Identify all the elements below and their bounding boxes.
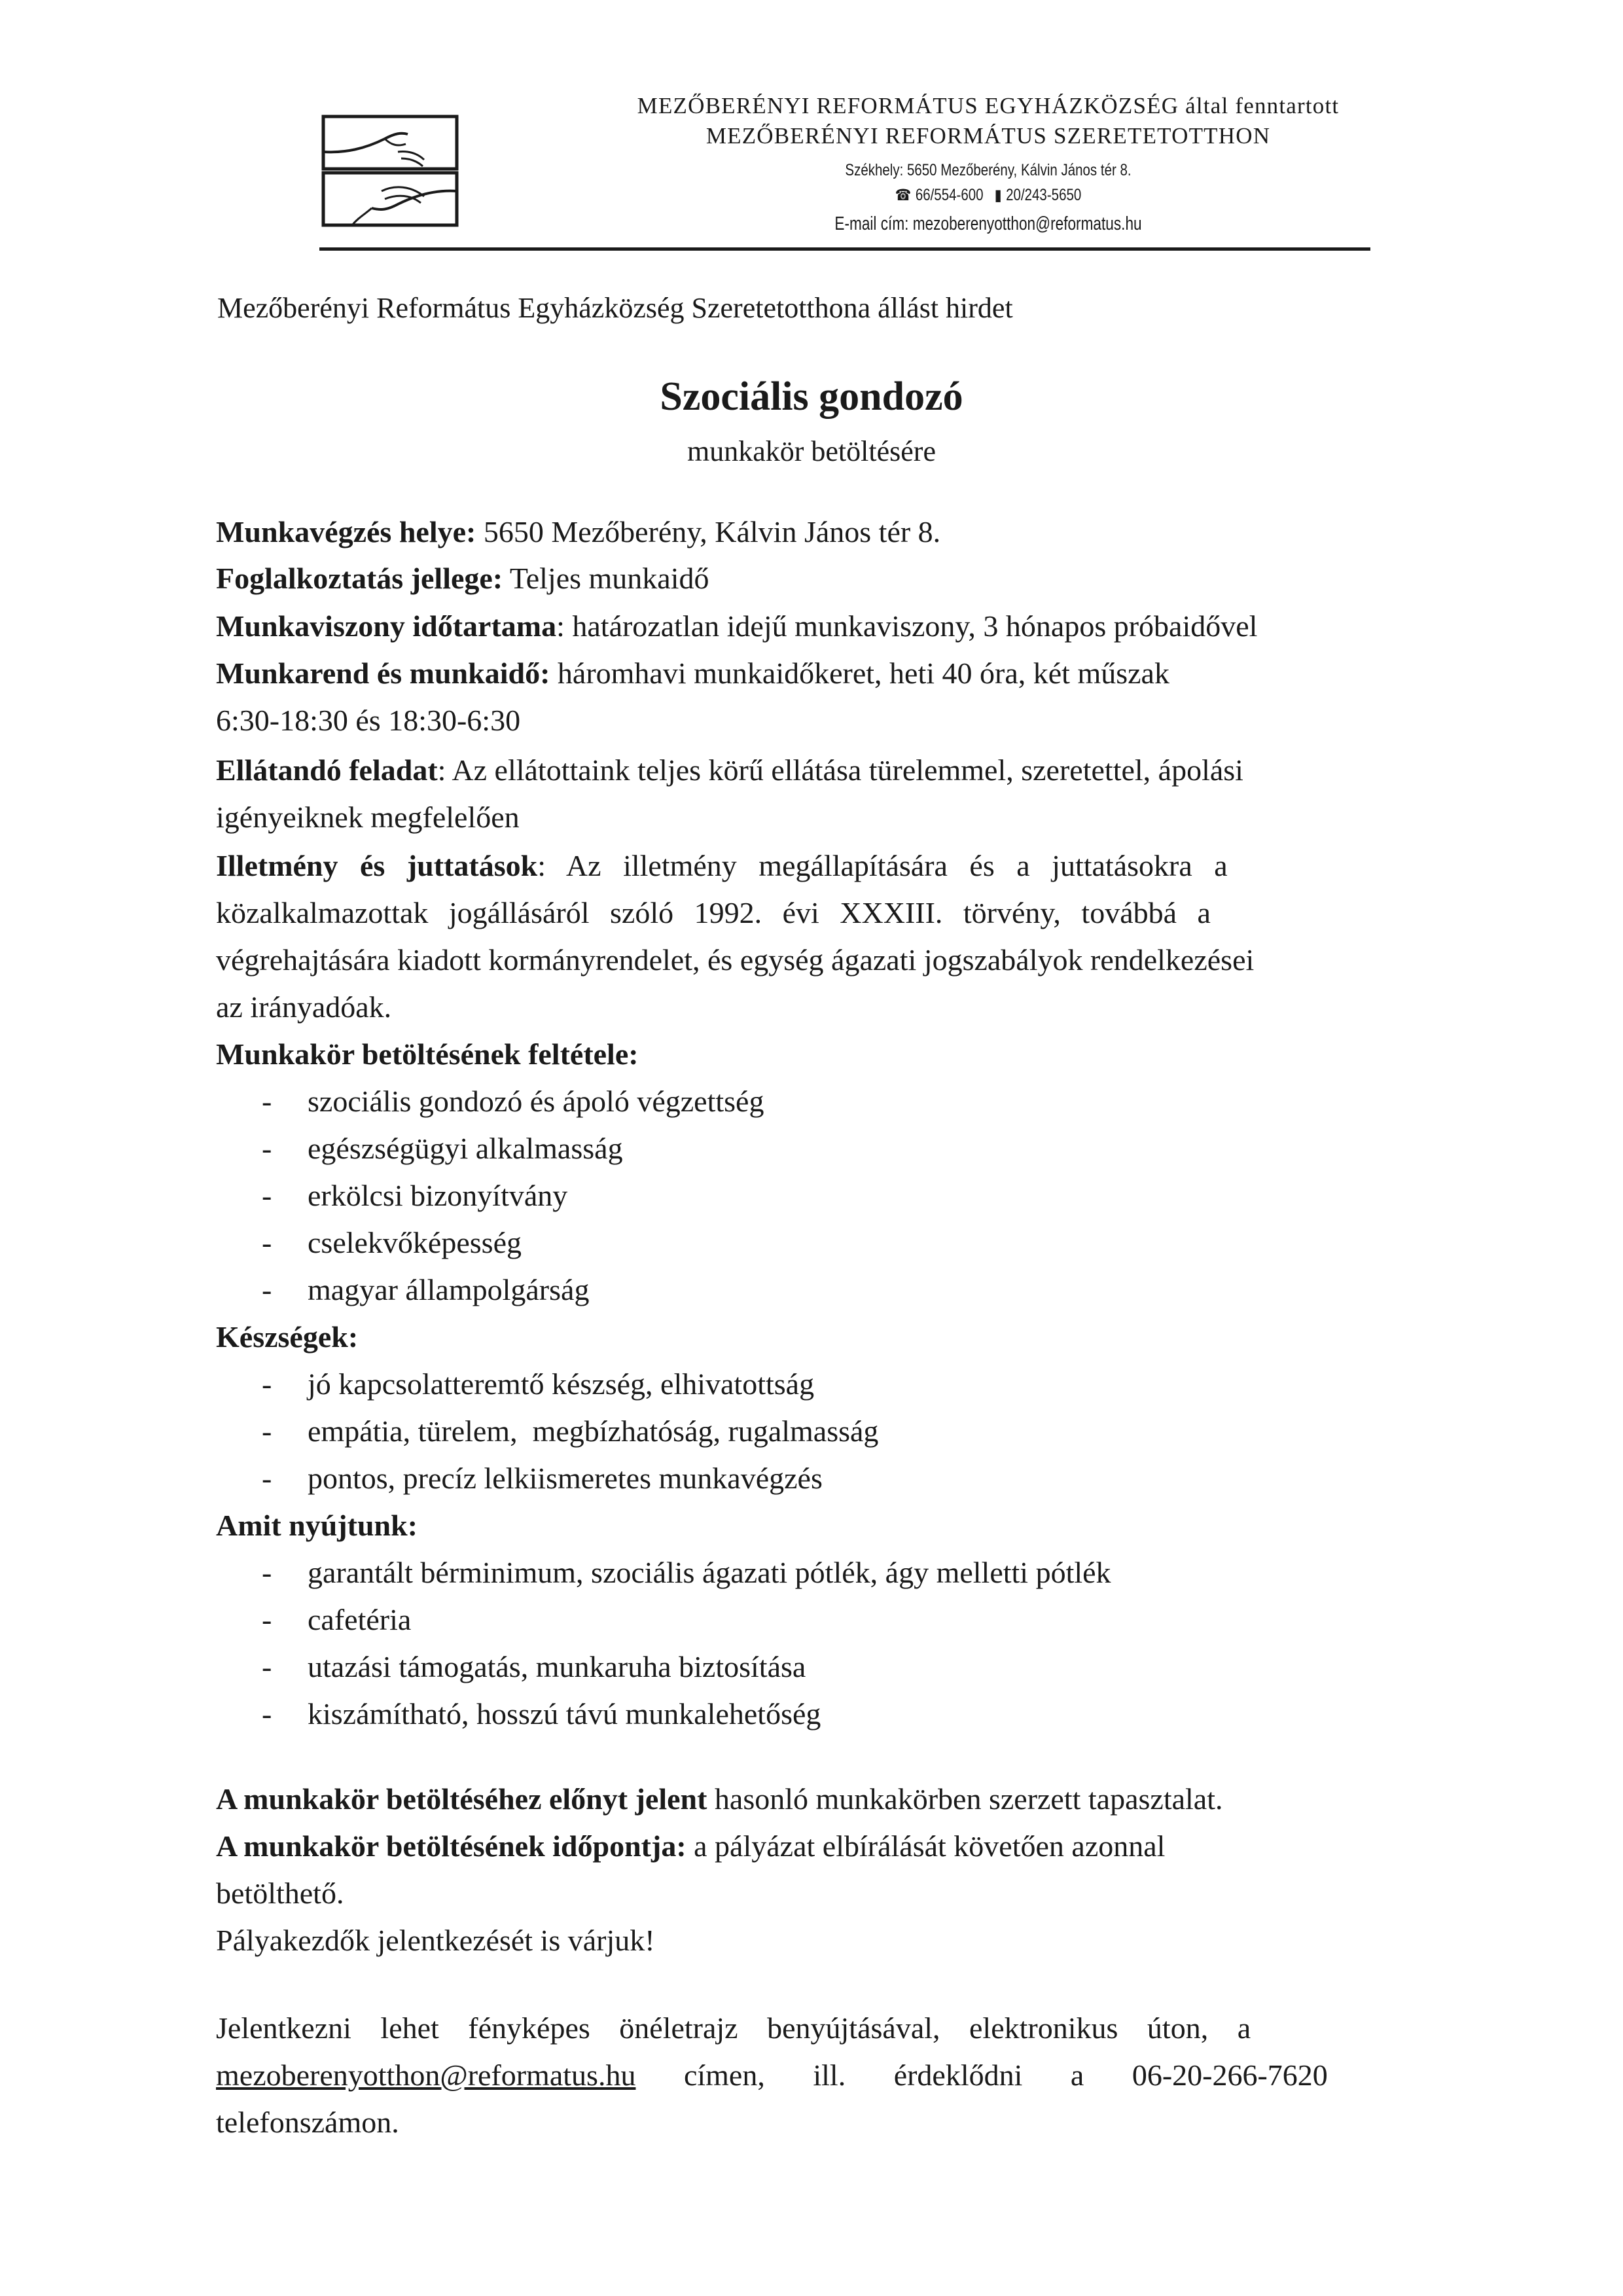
- letterhead-email: E-mail cím: mezoberenyotthon@reformatus.hu: [834, 213, 1142, 234]
- salary-label: Illetmény és juttatások: [216, 849, 538, 882]
- schedule-line-2: 6:30-18:30 és 18:30-6:30: [216, 704, 521, 737]
- workplace-value: 5650 Mezőberény, Kálvin János tér 8.: [476, 515, 941, 548]
- list-item: - egészségügyi alkalmasság: [262, 1132, 623, 1165]
- apply-line-2-rest: címen, ill. érdeklődni a 06-20-266-7620: [683, 2058, 1328, 2092]
- apply-line-1: Jelentkezni lehet fényképes önéletrajz benyújtásával, elektronikus úton, a: [216, 2011, 1251, 2045]
- salary-line: [216, 848, 1448, 883]
- list-item: - szociális gondozó és ápoló végzettség: [262, 1085, 764, 1118]
- apply-line-3: telefonszámon.: [216, 2106, 399, 2139]
- list-item: - cselekvőképesség: [262, 1226, 522, 1259]
- list-item: - magyar állampolgárság: [262, 1273, 590, 1306]
- telephone-icon: ☎: [895, 187, 912, 204]
- duration-label: Munkaviszony időtartama: [216, 609, 557, 643]
- mobile-phone-icon: ▮: [994, 187, 1002, 204]
- phone-mobile: 20/243-5650: [1006, 186, 1082, 204]
- helping-hands-logo-icon: [319, 113, 461, 229]
- task-value: : Az ellátottaink teljes körű ellátása türelemmel, szeretettel, ápolási: [437, 753, 1243, 787]
- employment-label: Foglalkoztatás jellege:: [216, 562, 503, 595]
- employment-value: Teljes munkaidő: [503, 562, 709, 595]
- letterhead-home-name: MEZŐBERÉNYI REFORMÁTUS SZERETETOTTHON: [705, 123, 1271, 149]
- start-line: [216, 1829, 1165, 1863]
- employment-line: [216, 561, 709, 596]
- schedule-line: [216, 656, 1169, 691]
- salary-line-3: végrehajtására kiadott kormányrendelet, és egység ágazati jogszabályok rendelkezései: [216, 943, 1255, 977]
- list-item: - garantált bérminimum, szociális ágazati pótlék, ágy melletti pótlék: [262, 1556, 1111, 1589]
- list-item: - pontos, precíz lelkiismeretes munkavégzés: [262, 1462, 823, 1495]
- advantage-label: A munkakör betöltéséhez előnyt jelent: [216, 1782, 707, 1816]
- salary-value: : Az illetmény megállapítására és a juttatásokra a: [537, 849, 1228, 882]
- list-item: - erkölcsi bizonyítvány: [262, 1179, 568, 1212]
- list-item: - kiszámítható, hosszú távú munkalehetőség: [262, 1697, 821, 1731]
- start-label: A munkakör betöltésének időpontja:: [216, 1829, 687, 1863]
- letterhead-divider: [319, 247, 1370, 251]
- duration-value: : határozatlan idejű munkaviszony, 3 hónapos próbaidővel: [556, 609, 1258, 643]
- letterhead-org-line: MEZŐBERÉNYI REFORMÁTUS EGYHÁZKÖZSÉG által fenntartott: [637, 93, 1340, 118]
- list-item: - cafetéria: [262, 1603, 412, 1636]
- skills-heading: Készségek:: [216, 1320, 359, 1354]
- requirements-heading: Munkakör betöltésének feltétele:: [216, 1037, 639, 1071]
- schedule-value: háromhavi munkaidőkeret, heti 40 óra, két műszak: [550, 656, 1169, 690]
- salary-line-4: az irányadóak.: [216, 990, 392, 1024]
- intro-text: Mezőberényi Református Egyházközség Szeretetotthona állást hirdet: [217, 292, 1013, 324]
- advantage-value: hasonló munkakörben szerzett tapasztalat.: [707, 1782, 1223, 1816]
- phone-landline: 66/554-600: [915, 186, 984, 204]
- letterhead-address: Székhely: 5650 Mezőberény, Kálvin János tér 8.: [845, 161, 1132, 179]
- email-link[interactable]: mezoberenyotthon@reformatus.hu: [216, 2058, 636, 2092]
- beginners-line: Pályakezdők jelentkezését is várjuk!: [216, 1924, 655, 1957]
- apply-line-2: [216, 2058, 1328, 2092]
- list-item: - utazási támogatás, munkaruha biztosítása: [262, 1650, 806, 1683]
- start-line-2: betölthető.: [216, 1876, 344, 1910]
- page-title: Szociális gondozó: [660, 374, 963, 419]
- advantage-line: [216, 1782, 1223, 1816]
- workplace-line: [216, 514, 940, 549]
- task-label: Ellátandó feladat: [216, 753, 438, 787]
- salary-line-2: közalkalmazottak jogállásáról szóló 1992. évi XXXIII. törvény, továbbá a: [216, 896, 1211, 929]
- task-line-2: igényeiknek megfelelően: [216, 800, 520, 834]
- list-item: - jó kapcsolatteremtő készség, elhivatottság: [262, 1367, 815, 1401]
- letterhead-phones: [586, 186, 1391, 205]
- duration-line: [216, 609, 1257, 643]
- list-item: - empátia, türelem, megbízhatóság, rugalmasság: [262, 1414, 879, 1448]
- page-subtitle: munkakör betöltésére: [687, 435, 936, 467]
- start-value: a pályázat elbírálását követően azonnal: [686, 1829, 1166, 1863]
- schedule-label: Munkarend és munkaidő:: [216, 656, 550, 690]
- workplace-label: Munkavégzés helye:: [216, 515, 476, 548]
- task-line: [216, 753, 1243, 787]
- offer-heading: Amit nyújtunk:: [216, 1509, 418, 1542]
